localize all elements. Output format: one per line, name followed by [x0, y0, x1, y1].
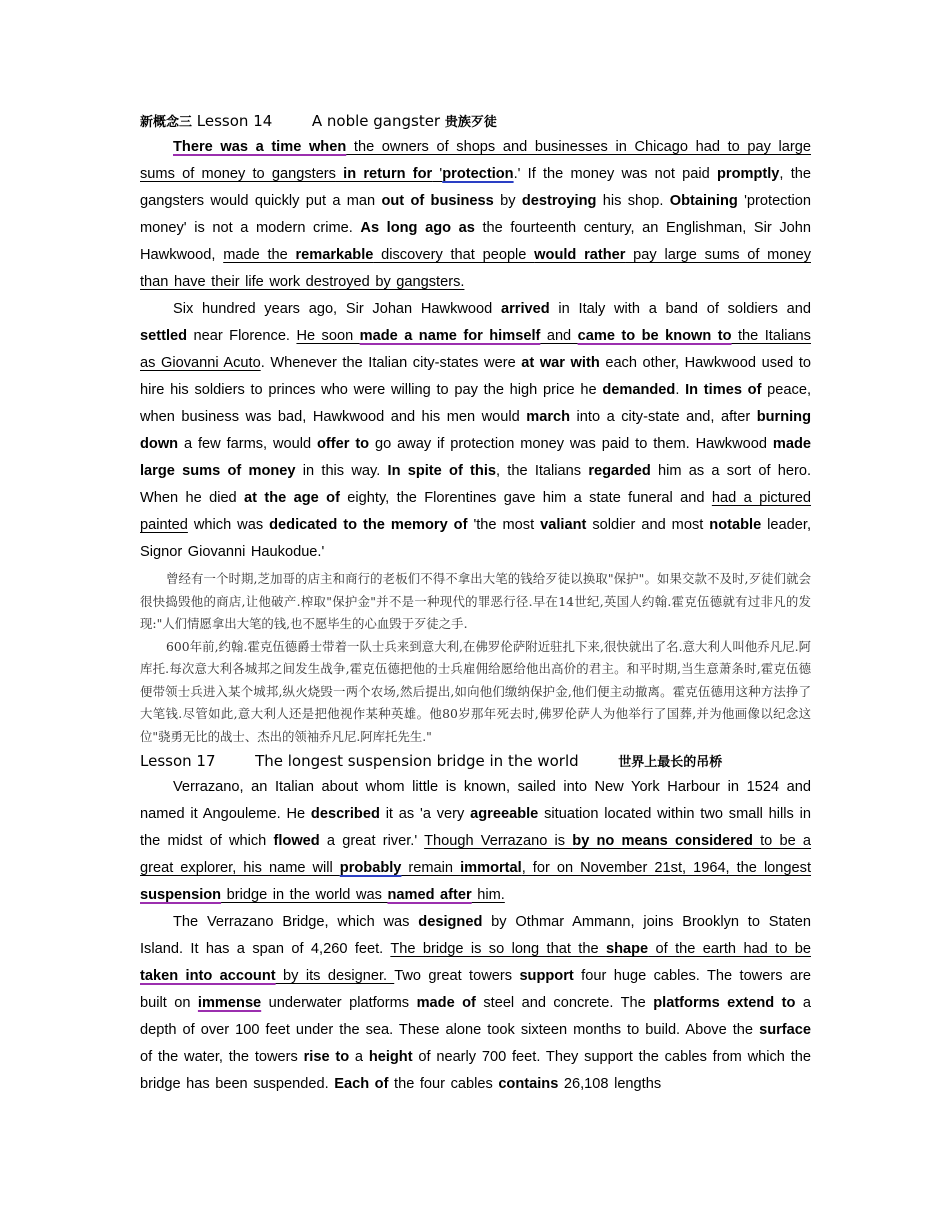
- phrase: In times of: [685, 382, 762, 398]
- text: a great river.': [319, 833, 425, 849]
- phrase: arrived: [501, 301, 550, 317]
- text: situation located within two small hills in the midst of which: [140, 806, 811, 849]
- text: in Italy with a band of soldiers and: [549, 301, 812, 317]
- lesson17-label: Lesson 17: [140, 752, 216, 770]
- text: 26,108 lengths: [558, 1076, 662, 1092]
- phrase: described: [310, 806, 380, 822]
- text: Two great towers: [394, 968, 520, 984]
- phrase: came to be known to: [577, 328, 732, 344]
- phrase: In spite of this: [387, 463, 496, 479]
- text: into a city-state and, after: [570, 409, 757, 425]
- text: to be a great explorer, his name will: [140, 833, 812, 876]
- lesson14-paragraph-1: [140, 134, 811, 296]
- text: go away if protection money was paid to them. Hawkwood: [369, 436, 773, 452]
- lesson17-paragraph-1: [140, 774, 811, 909]
- text: leader, Signor Giovanni Haukodue.': [140, 517, 811, 560]
- phrase: made a name for himself: [359, 328, 541, 344]
- lesson14-title-en: A noble gangster: [311, 112, 441, 130]
- text: discovery that people: [373, 247, 535, 263]
- text: .' If the money was not paid: [513, 166, 717, 182]
- text: underwater platforms: [261, 995, 417, 1011]
- phrase: shape: [605, 941, 649, 957]
- phrase: in return for: [335, 166, 433, 182]
- lesson14-translation-1: 曾经有一个时期,芝加哥的店主和商行的老板们不得不拿出大笔的钱给歹徒以换取"保护"。如果交款不及时,歹徒们就会很快捣毁他的商店,让他破产.榨取"保护金"并不是一种现代的罪恶行径.早在14世纪,英国人约翰.霍克伍德就有过非凡的发现:"人们情愿拿出大笔的钱,也不愿毕生的心血毁于歹徒之手.: [140, 571, 811, 631]
- text: a: [349, 1049, 369, 1065]
- text: him.: [471, 887, 505, 903]
- text: a depth of over 100 feet under the sea. These alone took sixteen months to build. Above the: [140, 995, 811, 1038]
- text: .: [675, 382, 686, 398]
- text: a few farms, would: [178, 436, 318, 452]
- text: it as 'a very: [379, 806, 471, 822]
- text: Verrazano, an Italian about whom little is known, sailed into New York Harbour in 1524 and named it Angouleme. He: [140, 779, 811, 822]
- text: and: [540, 328, 578, 344]
- phrase: at war with: [521, 355, 600, 371]
- lesson14-title-cn: 贵族歹徒: [444, 115, 497, 130]
- lesson14-label: Lesson 14: [196, 112, 273, 130]
- phrase: contains: [498, 1076, 559, 1092]
- text: by Othmar Ammann, joins Brooklyn to Staten Island. It has a span of 4,260 feet.: [140, 914, 811, 957]
- text: near Florence.: [187, 328, 297, 344]
- phrase: promptly: [716, 166, 780, 182]
- text: bridge in the world was: [221, 887, 388, 903]
- text: 'protection money' is not a modern crime.: [140, 193, 812, 236]
- phrase: agreeable: [470, 806, 539, 822]
- text: peace, when business was bad, Hawkwood and his men would: [140, 382, 812, 425]
- text: , the Italians: [496, 463, 589, 479]
- phrase: Each of: [334, 1076, 389, 1092]
- lesson17-title-en: The longest suspension bridge in the world: [255, 752, 579, 770]
- text: in this way.: [295, 463, 388, 479]
- text: which was: [187, 517, 270, 533]
- phrase: platforms extend to: [653, 995, 796, 1011]
- text: The Verrazano Bridge, which was: [173, 914, 419, 930]
- lesson14-translation-2: 600年前,约翰.霍克伍德爵士带着一队士兵来到意大利,在佛罗伦萨附近驻扎下来,很快就出了名.意大利人叫他乔凡尼.阿库托.每次意大利各城邦之间发生战争,霍克伍德把他的士兵雇佣给愿给他出高价的君主。和平时期,当生意萧条时,霍克伍德便带领士兵进入某个城邦,纵火烧毁一两个农场,然后提出,如向他们缴纳保护金,他们便主动撤离。霍克伍德用这种方法挣了大笔钱.尽管如此,意大利人还是把他视作某种英雄。他80岁那年死去时,佛罗伦萨人为他举行了国葬,并为他画像以纪念这位"骁勇无比的战士、杰出的领袖乔凡尼.阿库托先生.": [140, 638, 811, 744]
- text: , for on November 21st, 1964, the longest: [521, 860, 812, 876]
- phrase: Obtaining: [669, 193, 738, 209]
- text: by: [493, 193, 522, 209]
- text: the Italians as Giovanni Acuto: [140, 328, 811, 371]
- text: , the gangsters would quickly put a man: [140, 166, 811, 209]
- text: Six hundred years ago, Sir Johan Hawkwood: [173, 301, 502, 317]
- phrase: flowed: [273, 833, 320, 849]
- text: made the: [223, 247, 296, 263]
- phrase: regarded: [588, 463, 651, 479]
- phrase: valiant: [540, 517, 587, 533]
- lesson14-heading: [140, 108, 811, 134]
- phrase: by no means considered: [572, 833, 753, 849]
- phrase: would rather: [534, 247, 626, 263]
- phrase: made of: [416, 995, 476, 1011]
- text: ': [432, 166, 443, 182]
- phrase: out of business: [381, 193, 494, 209]
- text: steel and concrete. The: [475, 995, 654, 1011]
- text: of the water, the towers: [140, 1049, 304, 1065]
- text: remain: [401, 860, 461, 876]
- text: the owners of shops and businesses in Chicago had to pay large sums of money to gangsters: [140, 139, 811, 182]
- phrase: There was a time when: [173, 139, 347, 155]
- text: pay large sums of money than have their life work destroyed by gangsters.: [140, 247, 811, 290]
- lesson14-paragraph-2: [140, 296, 811, 566]
- text: the fourteenth century, an Englishman, Sir John Hawkwood,: [140, 220, 812, 263]
- text: by its designer.: [275, 968, 395, 984]
- phrase: demanded: [602, 382, 676, 398]
- text: He soon: [296, 328, 360, 344]
- phrase: protection: [442, 166, 514, 182]
- phrase: notable: [709, 517, 762, 533]
- phrase: surface: [759, 1022, 811, 1038]
- text: of the earth had to be: [648, 941, 811, 957]
- text: of nearly 700 feet. They support the cables from which the bridge has been suspended.: [140, 1049, 811, 1092]
- text: him as a sort of hero. When he died: [140, 463, 812, 506]
- document-page: [140, 108, 811, 1098]
- phrase: march: [526, 409, 571, 425]
- phrase: As long ago as: [360, 220, 475, 236]
- phrase: remarkable: [295, 247, 374, 263]
- text: four huge cables. The towers are built on: [140, 968, 811, 1011]
- text: eighty, the Florentines gave him a state funeral and: [339, 490, 712, 506]
- phrase: designed: [418, 914, 483, 930]
- phrase: dedicated to the memory of: [269, 517, 468, 533]
- lesson17-paragraph-2: [140, 909, 811, 1098]
- phrase: burning down: [140, 409, 811, 452]
- phrase: height: [368, 1049, 413, 1065]
- phrase: at the age of: [244, 490, 340, 506]
- text: 'the most: [467, 517, 541, 533]
- phrase: support: [519, 968, 574, 984]
- text: each other, Hawkwood used to hire his soldiers to princes who were willing to pay the high price he: [140, 355, 811, 398]
- text: had a pictured painted: [140, 490, 811, 533]
- phrase: settled: [140, 328, 188, 344]
- text: soldier and most: [586, 517, 710, 533]
- text: The bridge is so long that the: [390, 941, 606, 957]
- text: Though Verrazano is: [424, 833, 573, 849]
- lesson17-title-cn: 世界上最长的吊桥: [618, 755, 723, 770]
- phrase: named after: [387, 887, 472, 903]
- phrase: suspension: [140, 887, 222, 903]
- phrase: rise to: [303, 1049, 350, 1065]
- phrase: made large sums of money: [140, 436, 811, 479]
- text: the four cables: [388, 1076, 499, 1092]
- text: . Whenever the Italian city-states were: [260, 355, 522, 371]
- phrase: destroying: [521, 193, 597, 209]
- phrase: immense: [197, 995, 262, 1011]
- phrase: offer to: [317, 436, 370, 452]
- text: his shop.: [596, 193, 670, 209]
- lesson17-heading: [140, 748, 811, 774]
- phrase: probably: [339, 860, 402, 876]
- phrase: taken into account: [140, 968, 276, 984]
- phrase: immortal: [460, 860, 522, 876]
- course-title-prefix: 新概念三: [140, 115, 193, 130]
